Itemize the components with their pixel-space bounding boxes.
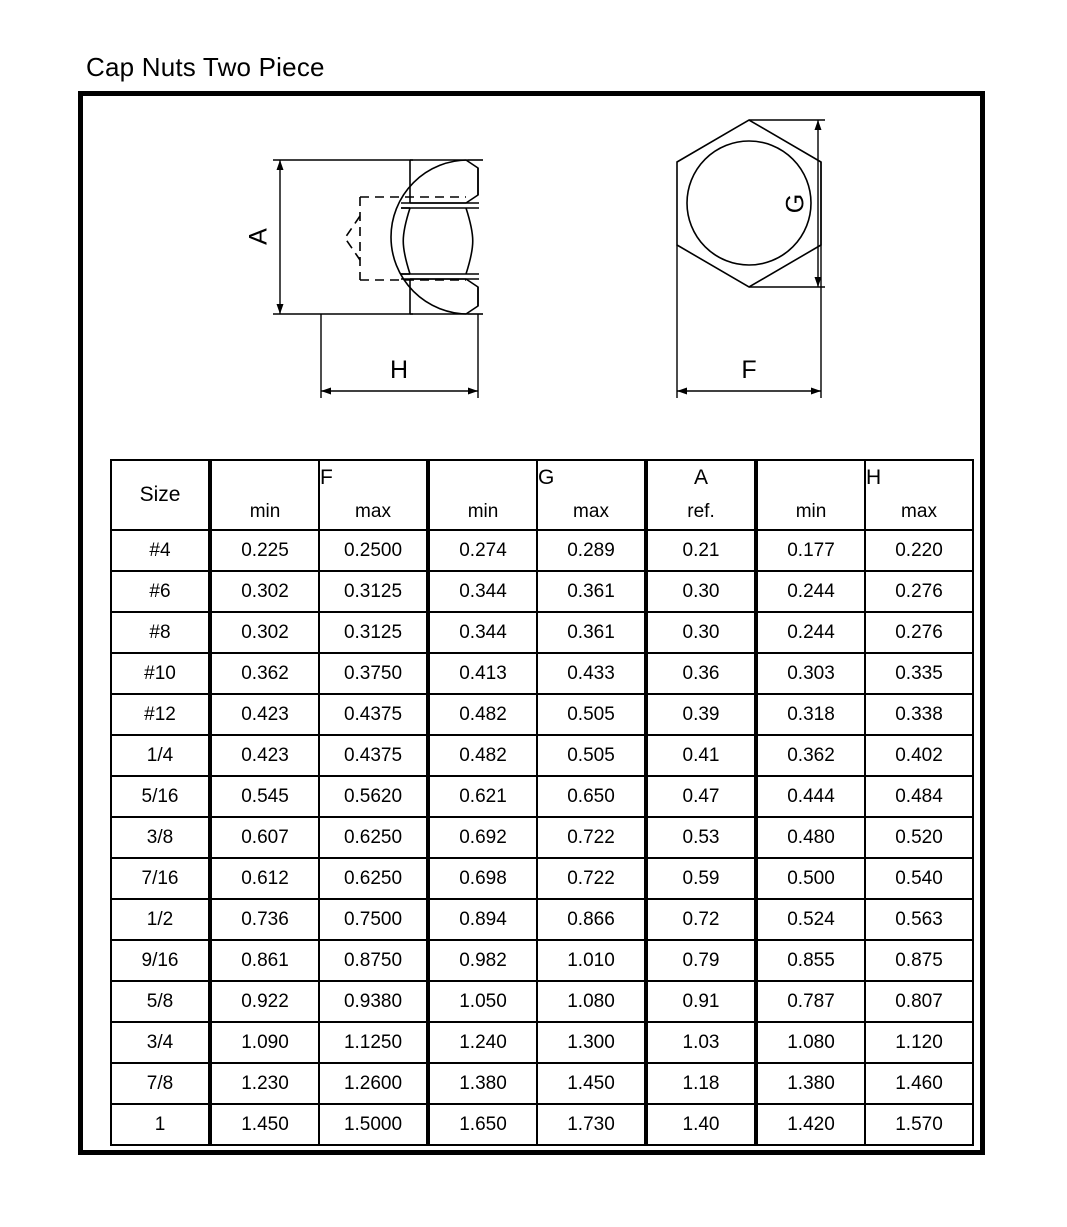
column-group-header-h: H — [865, 460, 973, 495]
table-header-row-subcolumns — [111, 495, 973, 530]
cell-h-max: 1.570 — [865, 1104, 973, 1145]
cell-h-min: 0.177 — [756, 530, 865, 571]
cell-h-max: 0.402 — [865, 735, 973, 776]
dimension-label-h: H — [389, 356, 409, 384]
cell-f-min: 0.423 — [210, 694, 319, 735]
cell-h-min: 0.480 — [756, 817, 865, 858]
table-header-row-groups — [111, 460, 973, 495]
cell-h-max: 0.335 — [865, 653, 973, 694]
cell-h-min: 0.855 — [756, 940, 865, 981]
cell-g-max: 0.289 — [537, 530, 646, 571]
column-group-header-g-left — [428, 460, 537, 495]
cell-g-min: 0.413 — [428, 653, 537, 694]
column-header-a-ref: ref. — [646, 495, 756, 530]
cell-g-max: 1.010 — [537, 940, 646, 981]
cell-g-max: 1.300 — [537, 1022, 646, 1063]
column-header-h-max: max — [865, 495, 973, 530]
cell-a-ref: 1.03 — [646, 1022, 756, 1063]
cell-f-max: 0.3750 — [319, 653, 428, 694]
cell-f-min: 1.450 — [210, 1104, 319, 1145]
table-row — [111, 817, 973, 858]
column-header-f-max: max — [319, 495, 428, 530]
cell-a-ref: 0.30 — [646, 571, 756, 612]
cell-size: #6 — [111, 571, 210, 612]
cell-h-max: 0.220 — [865, 530, 973, 571]
cell-a-ref: 0.91 — [646, 981, 756, 1022]
table-row — [111, 571, 973, 612]
table-row — [111, 940, 973, 981]
cell-f-min: 0.302 — [210, 571, 319, 612]
cell-f-min: 0.545 — [210, 776, 319, 817]
cell-g-min: 1.050 — [428, 981, 537, 1022]
cell-f-max: 0.4375 — [319, 694, 428, 735]
cell-h-max: 1.460 — [865, 1063, 973, 1104]
table-row — [111, 530, 973, 571]
cell-g-min: 1.650 — [428, 1104, 537, 1145]
cell-g-max: 0.361 — [537, 571, 646, 612]
cell-size: 9/16 — [111, 940, 210, 981]
cell-g-max: 1.450 — [537, 1063, 646, 1104]
cell-a-ref: 0.59 — [646, 858, 756, 899]
cell-g-max: 0.650 — [537, 776, 646, 817]
cell-size: 5/16 — [111, 776, 210, 817]
cell-h-min: 0.362 — [756, 735, 865, 776]
cap-nut-drawings-svg — [83, 96, 990, 456]
drawing-sheet-frame — [78, 91, 985, 1155]
cell-a-ref: 0.47 — [646, 776, 756, 817]
cell-size: 3/4 — [111, 1022, 210, 1063]
cell-g-max: 0.505 — [537, 694, 646, 735]
column-group-header-a: A — [646, 460, 756, 495]
cell-a-ref: 0.30 — [646, 612, 756, 653]
cell-f-max: 0.8750 — [319, 940, 428, 981]
cell-g-min: 0.482 — [428, 694, 537, 735]
cell-h-min: 1.420 — [756, 1104, 865, 1145]
cell-size: #12 — [111, 694, 210, 735]
cell-g-min: 0.344 — [428, 612, 537, 653]
column-group-header-h-left — [756, 460, 865, 495]
cell-h-max: 0.276 — [865, 571, 973, 612]
cell-f-max: 0.3125 — [319, 612, 428, 653]
cell-f-max: 0.2500 — [319, 530, 428, 571]
cell-f-min: 0.225 — [210, 530, 319, 571]
cell-f-min: 0.736 — [210, 899, 319, 940]
cell-h-max: 0.520 — [865, 817, 973, 858]
cell-h-max: 0.807 — [865, 981, 973, 1022]
table-row — [111, 981, 973, 1022]
cell-g-max: 1.080 — [537, 981, 646, 1022]
dimension-label-a: A — [244, 228, 273, 245]
cell-size: 7/16 — [111, 858, 210, 899]
cell-g-min: 0.482 — [428, 735, 537, 776]
cell-h-min: 1.380 — [756, 1063, 865, 1104]
column-header-h-min: min — [756, 495, 865, 530]
specification-table-container — [110, 459, 962, 1146]
cell-h-max: 0.540 — [865, 858, 973, 899]
cell-a-ref: 0.53 — [646, 817, 756, 858]
cell-size: #4 — [111, 530, 210, 571]
cell-g-min: 0.982 — [428, 940, 537, 981]
table-row — [111, 776, 973, 817]
cell-g-max: 0.722 — [537, 858, 646, 899]
cell-g-max: 0.433 — [537, 653, 646, 694]
cell-h-max: 1.120 — [865, 1022, 973, 1063]
cell-g-min: 1.380 — [428, 1063, 537, 1104]
cell-h-min: 0.303 — [756, 653, 865, 694]
page-title: Cap Nuts Two Piece — [86, 52, 325, 82]
cell-f-min: 1.090 — [210, 1022, 319, 1063]
cell-f-max: 0.7500 — [319, 899, 428, 940]
cell-h-min: 0.787 — [756, 981, 865, 1022]
cell-g-max: 0.722 — [537, 817, 646, 858]
cell-f-max: 0.5620 — [319, 776, 428, 817]
cell-f-min: 0.612 — [210, 858, 319, 899]
cell-f-max: 0.6250 — [319, 858, 428, 899]
cell-size: 3/8 — [111, 817, 210, 858]
table-row — [111, 735, 973, 776]
cell-g-min: 1.240 — [428, 1022, 537, 1063]
cell-size: 1/4 — [111, 735, 210, 776]
cell-h-min: 0.444 — [756, 776, 865, 817]
column-header-g-min: min — [428, 495, 537, 530]
table-row — [111, 612, 973, 653]
cell-f-min: 0.302 — [210, 612, 319, 653]
cell-size: #8 — [111, 612, 210, 653]
table-row — [111, 1022, 973, 1063]
cell-g-max: 0.361 — [537, 612, 646, 653]
cell-h-min: 0.244 — [756, 571, 865, 612]
cell-h-max: 0.563 — [865, 899, 973, 940]
cell-f-min: 1.230 — [210, 1063, 319, 1104]
cell-g-min: 0.344 — [428, 571, 537, 612]
column-group-header-f-left — [210, 460, 319, 495]
table-body — [111, 530, 973, 1145]
cell-f-min: 0.607 — [210, 817, 319, 858]
cell-h-max: 0.338 — [865, 694, 973, 735]
cell-g-max: 0.866 — [537, 899, 646, 940]
cell-f-max: 1.5000 — [319, 1104, 428, 1145]
table-row — [111, 694, 973, 735]
table-header — [111, 460, 973, 530]
cell-h-max: 0.276 — [865, 612, 973, 653]
cell-h-min: 0.244 — [756, 612, 865, 653]
cell-g-min: 0.894 — [428, 899, 537, 940]
cell-size: 7/8 — [111, 1063, 210, 1104]
cell-f-min: 0.922 — [210, 981, 319, 1022]
cell-f-max: 0.9380 — [319, 981, 428, 1022]
cell-f-max: 1.2600 — [319, 1063, 428, 1104]
cell-f-min: 0.423 — [210, 735, 319, 776]
cell-g-min: 0.621 — [428, 776, 537, 817]
cell-h-min: 0.318 — [756, 694, 865, 735]
cell-h-max: 0.484 — [865, 776, 973, 817]
column-group-header-g: G — [537, 460, 646, 495]
drawings-region — [83, 96, 990, 456]
cell-a-ref: 0.79 — [646, 940, 756, 981]
cell-a-ref: 0.72 — [646, 899, 756, 940]
cell-size: 1/2 — [111, 899, 210, 940]
table-row — [111, 858, 973, 899]
cell-g-max: 1.730 — [537, 1104, 646, 1145]
cell-size: #10 — [111, 653, 210, 694]
dimension-label-g: G — [781, 193, 810, 214]
column-header-size: Size — [111, 460, 210, 530]
cell-size: 1 — [111, 1104, 210, 1145]
cell-f-min: 0.861 — [210, 940, 319, 981]
table-row — [111, 899, 973, 940]
table-row — [111, 1104, 973, 1145]
cell-a-ref: 1.18 — [646, 1063, 756, 1104]
cell-a-ref: 1.40 — [646, 1104, 756, 1145]
cell-h-max: 0.875 — [865, 940, 973, 981]
cell-f-max: 1.1250 — [319, 1022, 428, 1063]
column-group-header-f: F — [319, 460, 428, 495]
cell-a-ref: 0.21 — [646, 530, 756, 571]
cell-h-min: 0.500 — [756, 858, 865, 899]
cap-nut-dimension-table — [110, 459, 974, 1146]
cell-h-min: 1.080 — [756, 1022, 865, 1063]
cell-g-min: 0.692 — [428, 817, 537, 858]
dimension-label-f: F — [741, 356, 757, 384]
cell-g-min: 0.274 — [428, 530, 537, 571]
cell-a-ref: 0.41 — [646, 735, 756, 776]
cap-nut-side-view-geometry — [345, 160, 483, 314]
cell-a-ref: 0.36 — [646, 653, 756, 694]
cell-f-max: 0.3125 — [319, 571, 428, 612]
cell-h-min: 0.524 — [756, 899, 865, 940]
cell-f-max: 0.6250 — [319, 817, 428, 858]
table-row — [111, 653, 973, 694]
cell-f-min: 0.362 — [210, 653, 319, 694]
column-header-f-min: min — [210, 495, 319, 530]
cell-g-min: 0.698 — [428, 858, 537, 899]
cell-g-max: 0.505 — [537, 735, 646, 776]
cell-f-max: 0.4375 — [319, 735, 428, 776]
column-header-g-max: max — [537, 495, 646, 530]
cell-a-ref: 0.39 — [646, 694, 756, 735]
table-row — [111, 1063, 973, 1104]
cell-size: 5/8 — [111, 981, 210, 1022]
